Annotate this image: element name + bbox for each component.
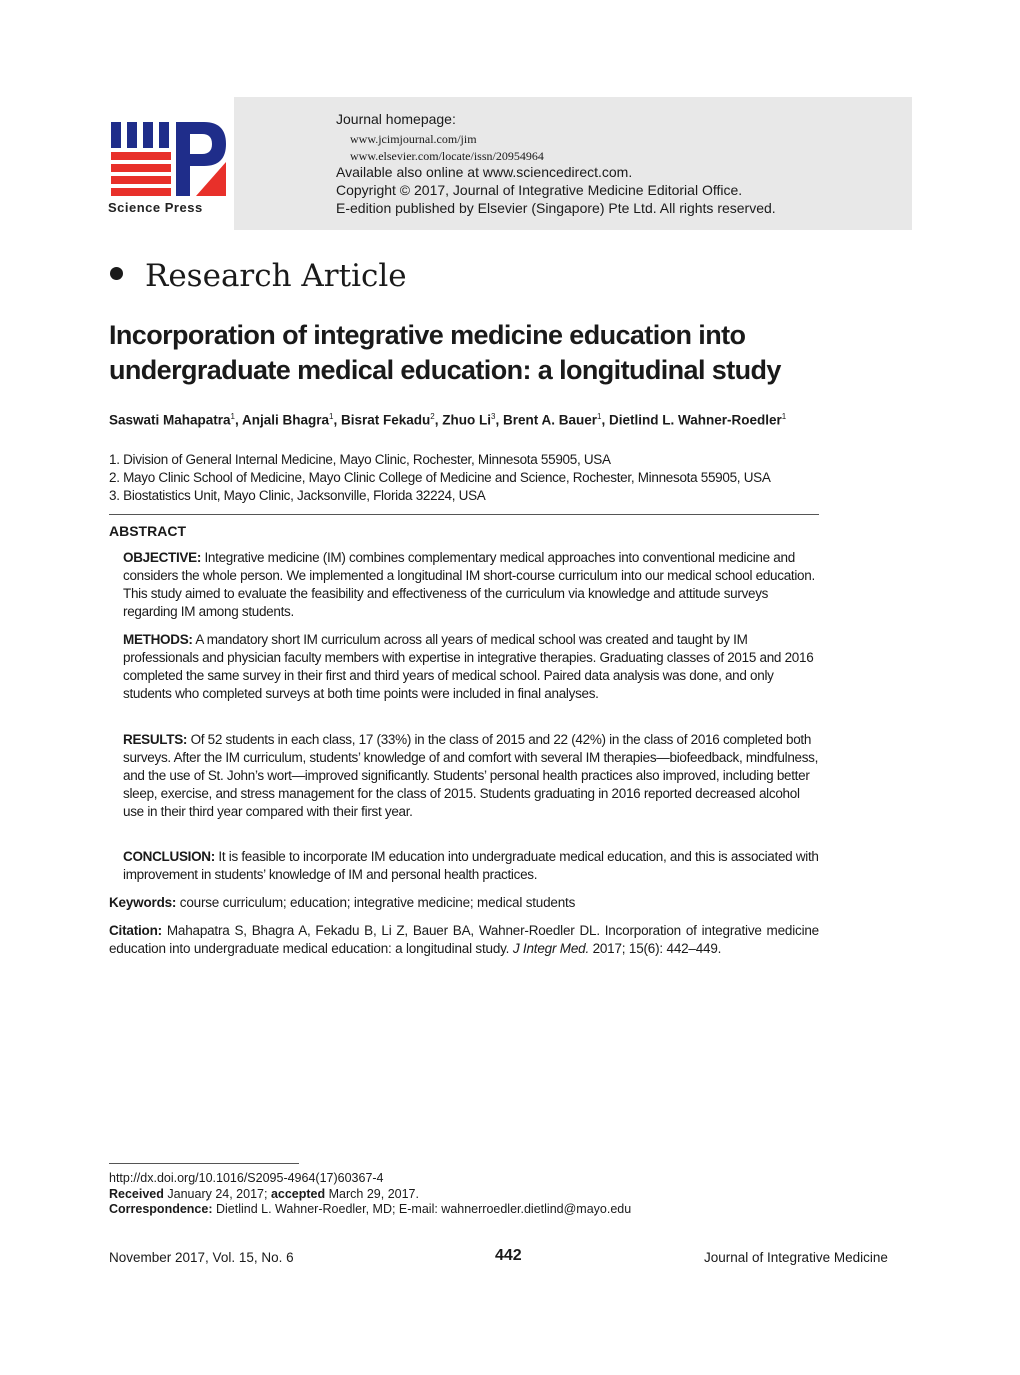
citation — [109, 922, 819, 958]
received-line — [109, 1187, 829, 1203]
journal-info-box — [234, 97, 912, 230]
section-label-text: Research Article — [145, 258, 407, 294]
correspondence-label: Correspondence: — [109, 1202, 213, 1216]
journal-url-2[interactable]: www.elsevier.com/locate/issn/20954964 — [350, 149, 544, 163]
citation-label: Citation: — [109, 923, 162, 938]
doi-link[interactable]: http://dx.doi.org/10.1016/S2095-4964(17)60367-4 — [109, 1171, 384, 1185]
affiliation-list — [109, 451, 829, 505]
abstract-objective: OBJECTIVE: Integrative medicine (IM) combines complementary medical approaches into conventional medicine and considers the whole person. We implemented a longitudinal IM short-course curriculum into our medical school education. This study aimed to evaluate the feasibility and effectiveness of the curriculum via knowledge and attitude surveys regarding IM among students. — [123, 550, 815, 619]
received-date: January 24, 2017; — [167, 1186, 268, 1201]
author-affiliation-marker: 2 — [430, 412, 435, 421]
section-label — [110, 258, 407, 294]
journal-name: Journal of Integrative Medicine — [704, 1250, 888, 1265]
abstract-divider — [109, 514, 819, 515]
citation-journal: J Integr Med. — [512, 941, 589, 956]
copyright-text: Copyright © 2017, Journal of Integrative Medicine Editorial Office. — [336, 182, 743, 198]
available-online-text: Available also online at www.sciencedirect.com. — [336, 164, 633, 180]
affiliation-item: 2. Mayo Clinic School of Medicine, Mayo Clinic College of Medicine and Science, Rochester, Minnesota 55905, USA — [109, 470, 771, 485]
issue-info: November 2017, Vol. 15, No. 6 — [109, 1250, 294, 1265]
conclusion-label: CONCLUSION — [123, 849, 211, 864]
author-affiliation-marker: 1 — [597, 412, 602, 421]
abstract-methods: METHODS: A mandatory short IM curriculum across all years of medical school was created and taught by IM professionals and physician faculty members with expertise in integrative therapies. Graduating classes of 2015 and 2016 completed the same survey in their first and third years of medical school. Paired data analysis was done, and only students who completed surveys at both time points were included in final analyses. — [123, 632, 814, 701]
author-name: Saswati Mahapatra — [109, 412, 231, 428]
accepted-date: March 29, 2017. — [328, 1186, 419, 1201]
page-number: 442 — [495, 1247, 522, 1264]
abstract-heading: ABSTRACT — [109, 523, 186, 539]
author-name: Zhuo Li — [442, 412, 491, 428]
author-name: Anjali Bhagra — [242, 412, 330, 428]
footnotes — [109, 1171, 829, 1218]
author-affiliation-marker: 1 — [781, 412, 787, 421]
journal-url-1[interactable]: www.jcimjournal.com/jim — [350, 132, 477, 146]
keywords-label: Keywords: — [109, 895, 177, 910]
author-list: Saswati Mahapatra$^1$, Anjali Bhagra$^1$, Bisrat Fekadu$^2$, Zhuo Li$^3$, Brent A. Bauer$^1$, Dietlind L. Wahner-Roedler$^1$ — [109, 412, 787, 428]
results-label: RESULTS — [123, 732, 183, 747]
keywords-text: course curriculum; education; integrative medicine; medical students — [179, 895, 576, 910]
keywords — [109, 894, 819, 912]
bullet-icon — [110, 267, 123, 280]
article-title: Incorporation of integrative medicine education into undergraduate medical education: a longitudinal study — [109, 320, 781, 385]
journal-homepage-label: Journal homepage: — [336, 111, 456, 127]
accepted-label: accepted — [270, 1186, 326, 1201]
author-name: Brent A. Bauer — [502, 412, 597, 428]
received-label: Received — [109, 1186, 164, 1201]
citation-text: Mahapatra S, Bhagra A, Fekadu B, Li Z, Bauer BA, Wahner-Roedler DL. Incorporation of integrative medicine education into undergraduate medical education: a longitudinal study. — [109, 923, 819, 956]
correspondence-text: Dietlind L. Wahner-Roedler, MD; E-mail: wahnerroedler.dietlind@mayo.edu — [215, 1202, 632, 1216]
abstract-results: RESULTS: Of 52 students in each class, 17 (33%) in the class of 2015 and 22 (42%) in the class of 2016 completed both surveys. After the IM curriculum, students’ knowledge of and comfort with several IM therapies—biofeedback, mindfulness, and the use of St. John’s wort—improved significantly. Students’ personal health practices also improved, including better sleep, exercise, and stress management for the class of 2015. Students graduating in 2016 reported decreased alcohol use in their third year compared with their first year. — [123, 732, 819, 819]
objective-text: Integrative medicine (IM) combines complementary medical approaches into conventional medicine and considers the whole person. We implemented a longitudinal IM short-course curriculum into our medical school education. This study aimed to evaluate the feasibility and effectiveness of the curriculum via knowledge and attitude surveys regarding IM among students. — [123, 550, 815, 619]
author-affiliation-marker: 1 — [329, 412, 334, 421]
edition-text: E-edition published by Elsevier (Singapore) Pte Ltd. All rights reserved. — [336, 200, 776, 216]
citation-tail: 2017; 15(6): 442–449. — [592, 941, 722, 956]
author-name: Bisrat Fekadu — [341, 412, 431, 428]
methods-label: METHODS — [123, 632, 189, 647]
methods-text: A mandatory short IM curriculum across all years of medical school was created and taught by IM professionals and physician faculty members with expertise in integrative therapies. Graduating classes of 2015 and 2016 completed the same survey in their first and third years of medical school. Paired data analysis was done, and only students who completed surveys at both time points were included in final analyses. — [123, 632, 814, 701]
science-press-label: Science Press — [108, 200, 203, 215]
author-name: Dietlind L. Wahner-Roedler — [608, 412, 782, 428]
conclusion-text: It is feasible to incorporate IM education into undergraduate medical education, and this is associated with improvement in students’ knowledge of IM and personal health practices. — [123, 849, 819, 882]
objective-label: OBJECTIVE — [123, 550, 197, 565]
author-affiliation-marker: 1 — [230, 412, 235, 421]
correspondence-line — [109, 1202, 829, 1218]
results-text: Of 52 students in each class, 17 (33%) in the class of 2015 and 22 (42%) in the class of 2016 completed both surveys. After the IM curriculum, students’ knowledge of and comfort with several IM therapies—biofeedback, mindfulness, and the use of St. John’s wort—improved significantly. Students’ personal health practices also improved, including better sleep, exercise, and stress management for the class of 2015. Students graduating in 2016 reported decreased alcohol use in their third year compared with their first year. — [123, 732, 819, 819]
affiliation-item: 1. Division of General Internal Medicine, Mayo Clinic, Rochester, Minnesota 55905, USA — [109, 452, 611, 467]
affiliation-item: 3. Biostatistics Unit, Mayo Clinic, Jacksonville, Florida 32224, USA — [109, 488, 486, 503]
footnote-divider — [109, 1163, 299, 1164]
abstract-conclusion: CONCLUSION: It is feasible to incorporate IM education into undergraduate medical education, and this is associated with improvement in students’ knowledge of IM and personal health practices. — [123, 849, 819, 882]
author-affiliation-marker: 3 — [491, 412, 496, 421]
